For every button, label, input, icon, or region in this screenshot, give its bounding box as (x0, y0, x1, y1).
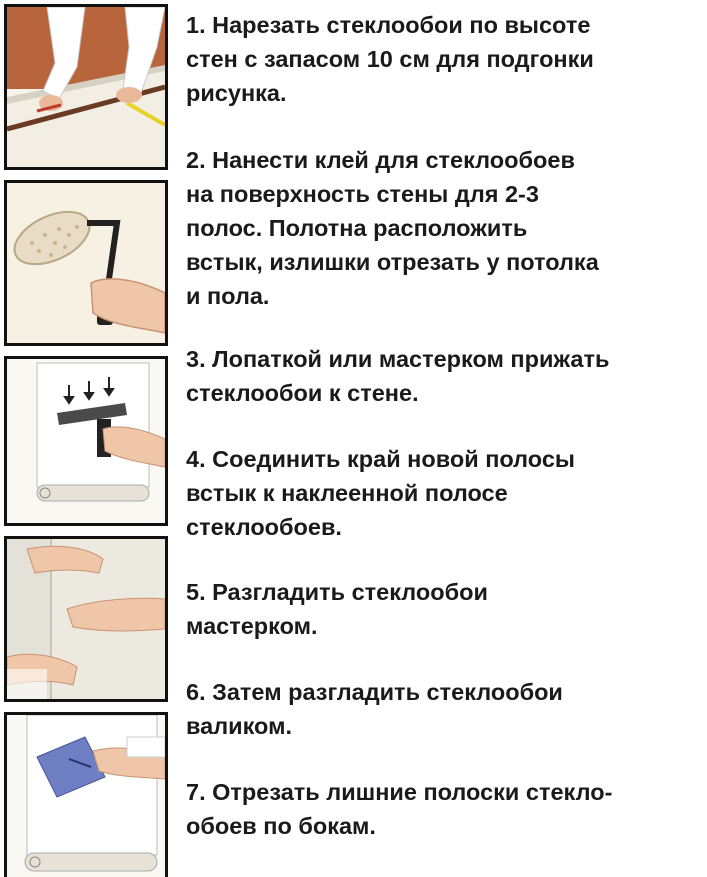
step-4-line-1: 4. Соединить край новой полосы (186, 446, 575, 472)
illustration-glue-roller (4, 180, 168, 346)
step-1 (186, 8, 698, 110)
step-2-line-4: встык, излишки отрезать у потолка (186, 249, 599, 275)
step-3-line-1: 3. Лопаткой или мастерком прижать (186, 346, 610, 372)
step-3 (186, 342, 698, 410)
step-2-line-1: 2. Нанести клей для стеклообоев (186, 147, 575, 173)
step-5 (186, 575, 698, 643)
step-4-line-3: стеклообоев. (186, 514, 342, 540)
step-6 (186, 675, 698, 743)
step-6-line-1: 6. Затем разгладить стеклообои (186, 679, 563, 705)
step-2-line-5: и пола. (186, 283, 270, 309)
step-5-line-1: 5. Разгладить стеклообои (186, 579, 488, 605)
illustration-smoothing (4, 536, 168, 702)
smoothing-hands-icon (7, 539, 165, 699)
illustration-trimming (4, 712, 168, 877)
step-2-line-2: на поверхность стены для 2-3 (186, 181, 539, 207)
step-7-line-1: 7. Отрезать лишние полоски стекло- (186, 779, 613, 805)
step-3-line-2: стеклообои к стене. (186, 380, 419, 406)
step-2 (186, 143, 698, 313)
glue-roller-icon (7, 183, 165, 343)
step-4-line-2: встык к наклеенной полосе (186, 480, 508, 506)
step-7-line-2: обоев по бокам. (186, 813, 376, 839)
trimming-edge-icon (7, 715, 165, 877)
step-2-line-3: полос. Полотна расположить (186, 215, 528, 241)
step-1-line-2: стен с запасом 10 см для подгонки (186, 46, 594, 72)
step-4 (186, 442, 698, 544)
step-7 (186, 775, 698, 843)
step-6-line-2: валиком. (186, 713, 292, 739)
spatula-press-icon (7, 359, 165, 523)
step-1-line-1: 1. Нарезать стеклообои по высоте (186, 12, 591, 38)
step-5-line-2: мастерком. (186, 613, 318, 639)
illustration-cutting (4, 4, 168, 170)
illustration-spatula (4, 356, 168, 526)
step-1-line-3: рисунка. (186, 80, 287, 106)
cutting-wallpaper-icon (7, 7, 165, 167)
